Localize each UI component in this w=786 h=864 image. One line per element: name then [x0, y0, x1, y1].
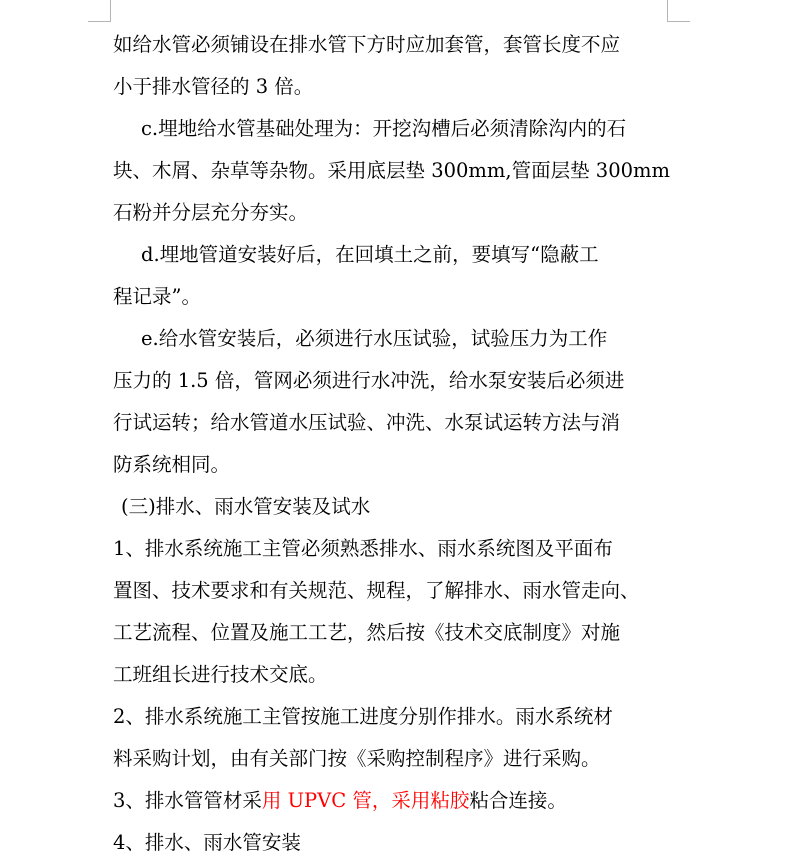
text-line: d.埋地管道安装好后，在回填土之前，要填写“隐蔽工: [141, 243, 599, 266]
text-line: 工艺流程、位置及施工工艺，然后按《技术交底制度》对施: [113, 621, 621, 644]
text-segment: 粘合连接。: [469, 789, 567, 812]
text-line: 4、排水、雨水管安装: [113, 831, 301, 854]
top-right-margin-mark: [667, 0, 690, 22]
text-line: 1、排水系统施工主管必须熟悉排水、雨水系统图及平面布: [113, 537, 613, 560]
text-line: 置图、技术要求和有关规范、规程，了解排水、雨水管走向、: [113, 579, 640, 602]
document-body: [113, 24, 669, 864]
text-line: 石粉并分层充分夯实。: [113, 201, 309, 224]
text-line: 压力的 1.5 倍，管网必须进行水冲洗，给水泵安装后必须进: [113, 369, 625, 392]
text-line: 行试运转；给水管道水压试验、冲洗、水泵试运转方法与消: [113, 411, 621, 434]
text-line: 程记录”。: [113, 285, 201, 308]
text-line: c.埋地给水管基础处理为：开挖沟槽后必须清除沟内的石: [141, 117, 627, 140]
text-line: 块、木屑、杂草等杂物。采用底层垫 300mm,管面层垫 300mm: [113, 159, 670, 182]
text-segment: 3、排水管管材采: [113, 789, 262, 812]
top-left-margin-mark: [88, 0, 111, 22]
text-line: 工班组长进行技术交底。: [113, 663, 328, 686]
text-line-with-highlight: [113, 780, 669, 822]
text-line: 如给水管必须铺设在排水管下方时应加套管，套管长度不应: [113, 33, 621, 56]
text-line: 料采购计划，由有关部门按《采购控制程序》进行采购。: [113, 747, 601, 770]
text-line: 小于排水管径的 3 倍。: [113, 75, 314, 98]
text-line: e.给水管安装后，必须进行水压试验，试验压力为工作: [141, 327, 608, 350]
section-heading: (三)排水、雨水管安装及试水: [121, 495, 371, 518]
highlighted-text: 用 UPVC 管，采用粘胶: [261, 789, 470, 812]
text-line: 防系统相同。: [113, 453, 231, 476]
text-line: 2、排水系统施工主管按施工进度分别作排水。雨水系统材: [113, 705, 613, 728]
